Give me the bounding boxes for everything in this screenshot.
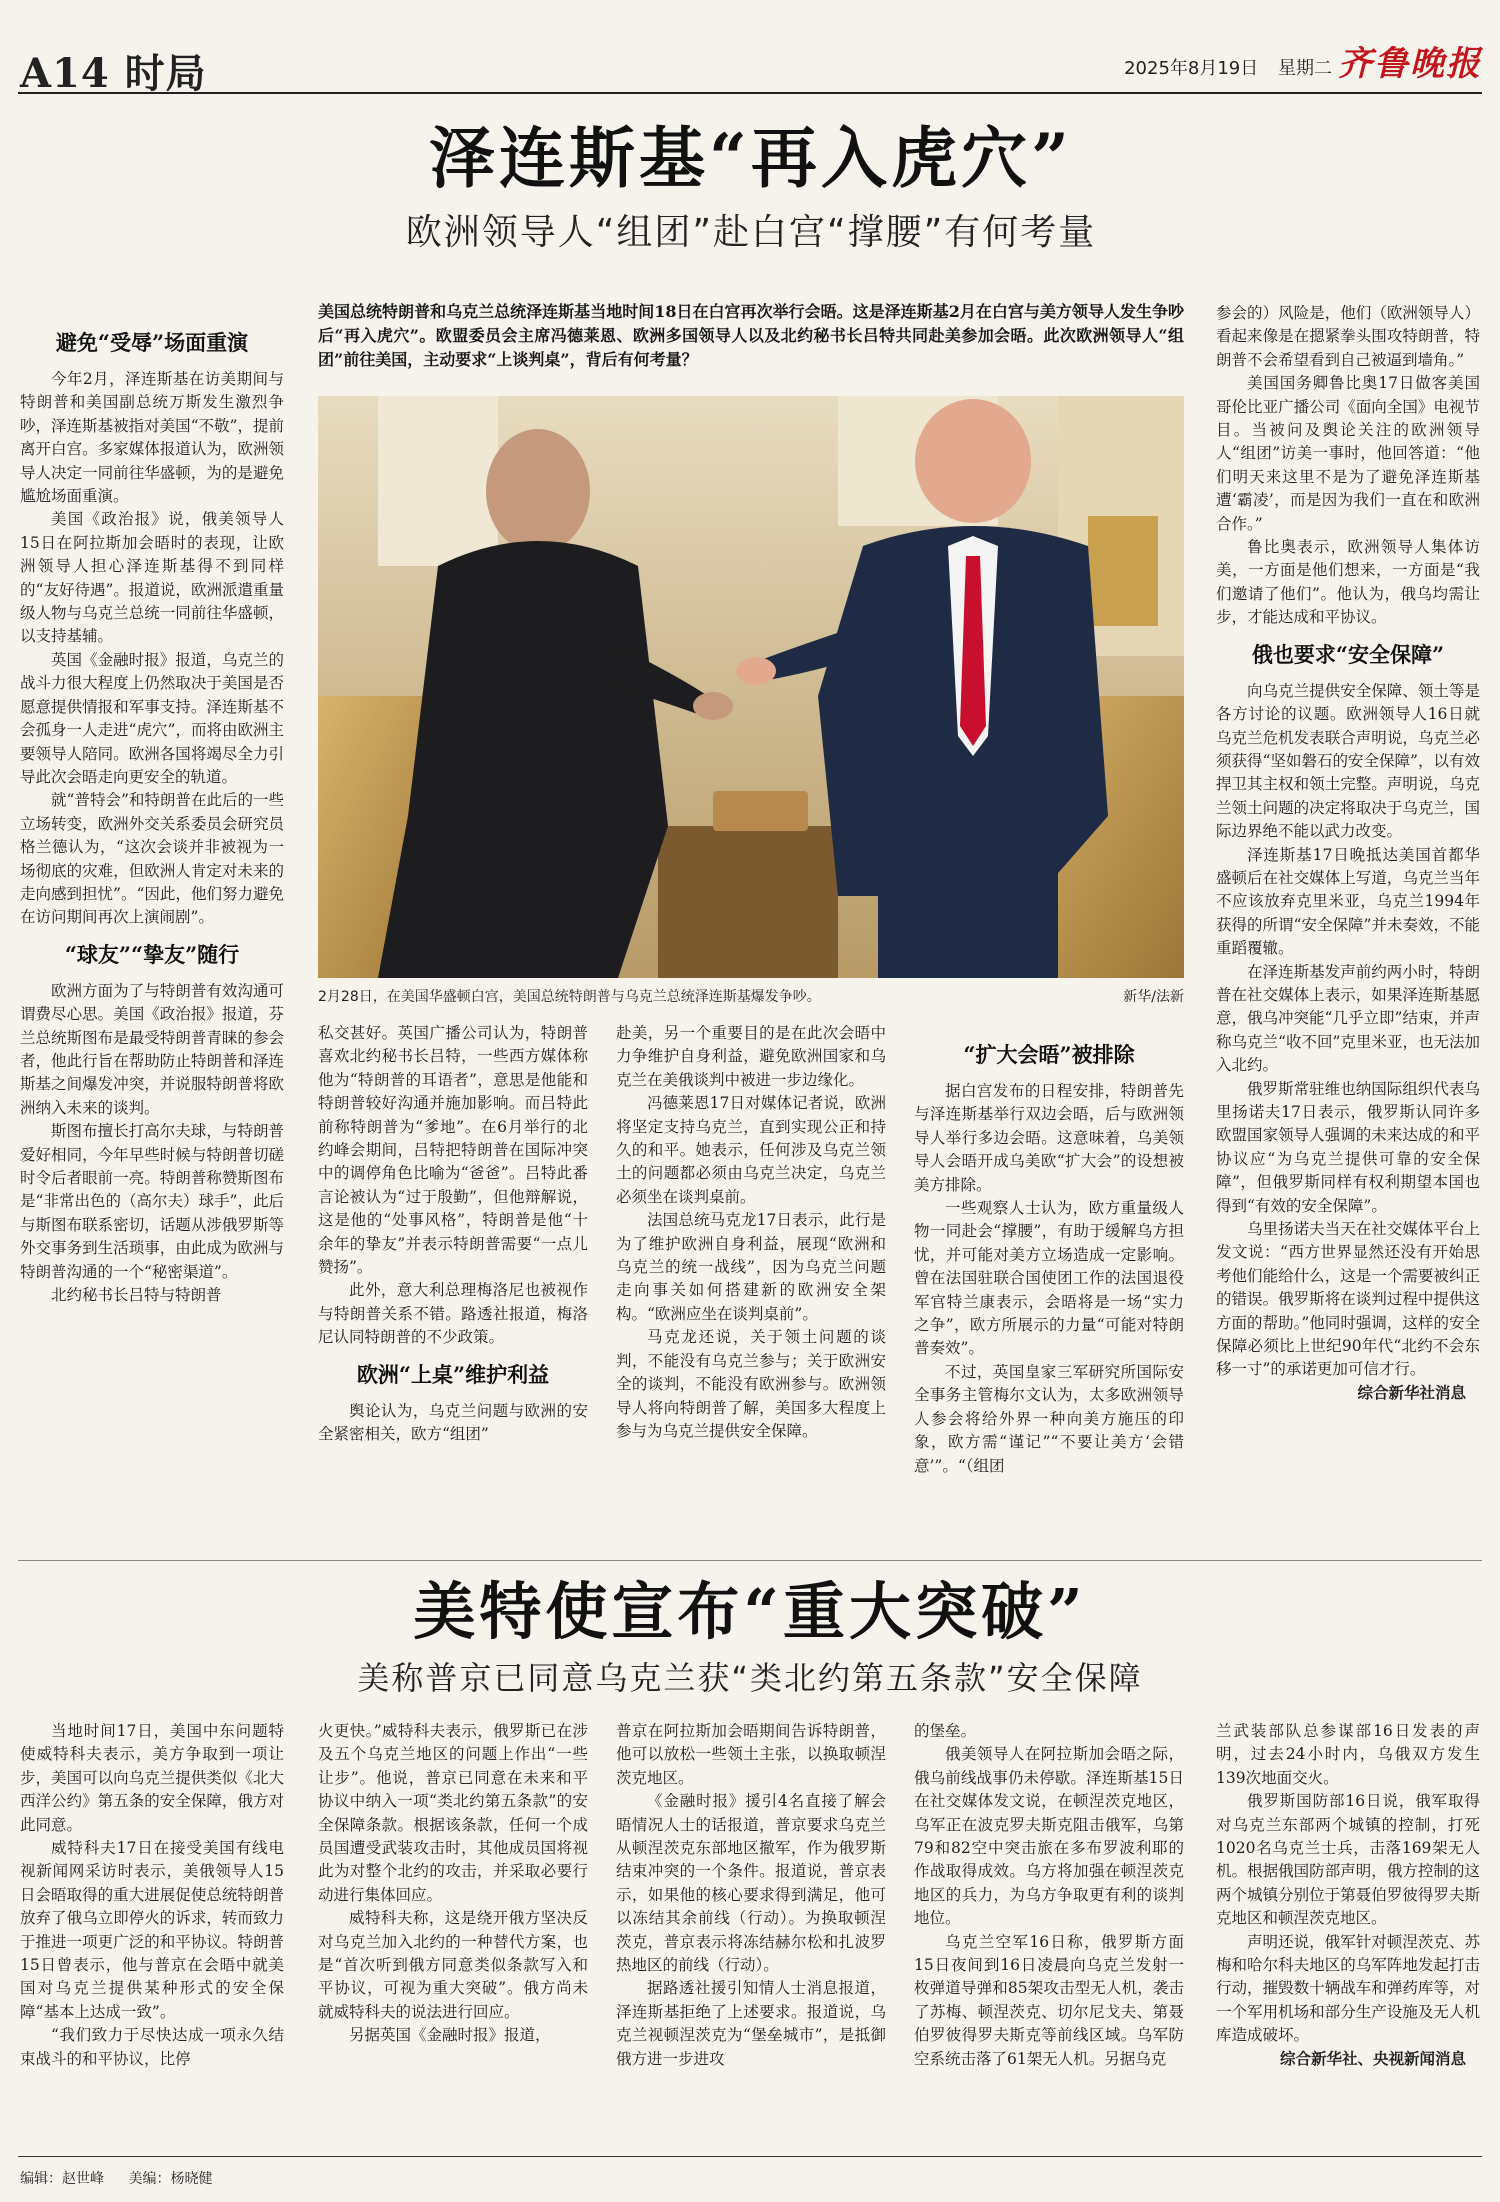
paragraph: 今年2月，泽连斯基在访美期间与特朗普和美国副总统万斯发生激烈争吵，泽连斯基被指对美国“不敬”，提前离开白宫。多家媒体报道认为，欧洲领导人决定一同前往华盛顿，为的是避免尴尬场面重演。: [20, 370, 284, 506]
story1-column-4: [914, 1030, 1184, 1546]
story2-column-2: [318, 1720, 588, 2140]
paragraph: 俄美领导人在阿拉斯加会晤之际，俄乌前线战事仍未停歇。泽连斯基15日在社交媒体发文说，在顿涅茨克地区，乌军正在波克罗夫斯克阻击俄军，乌第79和82空中突击旅在多布罗波利耶的作战取得成效。乌方将加强在顿涅茨克地区的兵力，为乌方争取更有利的谈判地位。: [914, 1745, 1184, 1928]
story1-subhead-5: 俄也要求“安全保障”: [1251, 641, 1445, 667]
paragraph: 向乌克兰提供安全保障、领土等是各方讨论的议题。欧洲领导人16日就乌克兰危机发表联合声明说，乌克兰必须获得“坚如磐石的安全保障”，以有效捍卫其主权和领土完整。声明说，乌克兰领土问题的决定将取决于乌克兰，国际边界绝不能以武力改变。: [1216, 681, 1480, 841]
footer-rule: [18, 2156, 1482, 2157]
story1-column-2: [318, 1022, 588, 1546]
page-footer: [20, 2168, 232, 2188]
paragraph: 欧洲方面为了与特朗普有效沟通可谓费尽心思。美国《政治报》报道，芬兰总统斯图布是最受特朗普青睐的参会者，他此行旨在帮助防止特朗普和泽连斯基之间爆发冲突，并说服特朗普将欧洲纳入未来的谈判。: [20, 981, 284, 1117]
page-number: A14 时局: [20, 50, 207, 97]
paragraph: 威特科夫17日在接受美国有线电视新闻网采访时表示，美俄领导人15日会晤取得的重大进展促使总统特朗普放弃了俄乌立即停火的诉求，转而致力于推进一项更广泛的和平协议。特朗普15日曾表示，他与普京在会晤中就美国对乌克兰提供某种形式的安全保障“基本上达成一致”。: [20, 1839, 284, 2021]
paragraph: 不过，英国皇家三军研究所国际安全事务主管梅尔文认为，太多欧洲领导人参会将给外界一种向美方施压的印象，欧方需“谨记”“不要让美方‘会错意’”。“（组团: [914, 1362, 1184, 1475]
story2-headline: 美特使宣布“重大突破”: [413, 1575, 1087, 1648]
editor-credit: 编辑：赵世峰: [20, 2171, 104, 2187]
paragraph: 乌克兰空军16日称，俄罗斯方面15日夜间到16日凌晨向乌克兰发射一枚弹道导弹和85架攻击型无人机，袭击了苏梅、顿涅茨克、切尔尼戈夫、第聂伯罗彼得罗夫斯克等前线区域。乌军防空系统击落了61架无人机。另据乌克: [914, 1932, 1184, 2068]
paragraph: 兰武装部队总参谋部16日发表的声明，过去24小时内，乌俄双方发生139次地面交火。: [1216, 1722, 1480, 1787]
story1-subhead-3: 欧洲“上桌”维护利益: [356, 1361, 550, 1387]
paragraph: 一些观察人士认为，欧方重量级人物一同赴会“撑腰”，有助于缓解乌方担忧，并可能对美方立场造成一定影响。曾在法国驻联合国使团工作的法国退役军官特兰康表示，会晤将是一场“实力之争”，欧方所展示的力量“可能对特朗普奏效”。: [914, 1199, 1184, 1358]
paragraph: 声明还说，俄军针对顿涅茨克、苏梅和哈尔科夫地区的乌军阵地发起打击行动，摧毁数十辆战车和弹药库等，对一个军用机场和部分生产设施及无人机库造成破坏。: [1216, 1932, 1480, 2045]
paragraph: 俄罗斯国防部16日说，俄军取得对乌克兰东部两个城镇的控制，打死1020名乌克兰士兵，击落169架无人机。根据俄国防部声明，俄方控制的这两个城镇分别位于第聂伯罗彼得罗夫斯克地区和顿涅茨克地区。: [1216, 1792, 1480, 1928]
paragraph: 另据英国《金融时报》报道，: [349, 2026, 551, 2045]
paragraph: 就“普特会”和特朗普在此后的一些立场转变，欧洲外交关系委员会研究员格兰德认为，“这次会谈并非被视为一场彻底的灾难，但欧洲人肯定对未来的走向感到担忧”。“因此，他们努力避免在访问期间再次上演闹剧”。: [20, 791, 284, 927]
story2-column-5: [1216, 1720, 1480, 2140]
paragraph: 私交甚好。英国广播公司认为，特朗普喜欢北约秘书长吕特，一些西方媒体称他为“特朗普的耳语者”，意思是他能和特朗普较好沟通并施加影响。而吕特此前称特朗普为“爹地”。在6月举行的北约峰会期间，吕特把特朗普在国际冲突中的调停角色比喻为“爸爸”。吕特此番言论被认为“过于殷勤”，但他辩解说，这是他的“处事风格”，特朗普是他“十余年的挚友”并表示特朗普需要“一点儿赞扬”。: [318, 1024, 588, 1277]
paragraph: 据路透社援引知情人士消息报道，泽连斯基拒绝了上述要求。报道说，乌克兰视顿涅茨克为“堡垒城市”，是抵御俄方进一步进攻: [616, 1979, 886, 2068]
weekday: 星期二: [1278, 58, 1332, 79]
story1-subheadline: 欧洲领导人“组团”赴白宫“撑腰”有何考量: [405, 212, 1097, 253]
paragraph: 俄罗斯常驻维也纳国际组织代表乌里扬诺夫17日表示，俄罗斯认同许多欧盟国家领导人强调的未来达成的和平协议应“为乌克兰提供可靠的安全保障”，但俄罗斯同样有权利期望本国也得到“有效的安全保障”。: [1216, 1079, 1480, 1215]
paragraph: 据白宫发布的日程安排，特朗普先与泽连斯基举行双边会晤，后与欧洲领导人举行多边会晤。这意味着，乌美领导人会晤开成乌美欧“扩大会”的设想被美方排除。: [914, 1082, 1184, 1194]
story2-subheadline: 美称普京已同意乌克兰获“类北约第五条款”安全保障: [357, 1659, 1143, 1697]
story1-byline: 综合新华社消息: [1357, 1383, 1466, 1402]
paragraph: 马克龙还说，关于领土问题的谈判，不能没有乌克兰参与；关于欧洲安全的谈判，不能没有欧洲参与。欧洲领导人将向特朗普了解，美国多大程度上参与为乌克兰提供安全保障。: [616, 1328, 886, 1440]
story2-column-4: [914, 1720, 1184, 2140]
story1-lead: 美国总统特朗普和乌克兰总统泽连斯基当地时间18日在白宫再次举行会晤。这是泽连斯基2月在白宫与美方领导人发生争吵后“再入虎穴”。欧盟委员会主席冯德莱恩、欧洲多国领导人以及北约秘书长吕特共同赴美参加会晤。此次欧洲领导人“组团”前往美国，主动要求“上谈判桌”，背后有何考量？: [318, 302, 1184, 369]
paragraph: 当地时间17日，美国中东问题特使威特科夫表示，美方争取到一项让步，美国可以向乌克兰提供类似《北大西洋公约》第五条的安全保障，俄方对此同意。: [20, 1722, 284, 1834]
paragraph: 冯德莱恩17日对媒体记者说，欧洲将坚定支持乌克兰，直到实现公正和持久的和平。她表示，任何涉及乌克兰领土的问题都必须由乌克兰决定，乌克兰必须坐在谈判桌前。: [616, 1094, 886, 1206]
paragraph: 普京在阿拉斯加会晤期间告诉特朗普，他可以放松一些领土主张，以换取顿涅茨克地区。: [616, 1722, 886, 1787]
paragraph: 美国国务卿鲁比奥17日做客美国哥伦比亚广播公司《面向全国》电视节目。当被问及舆论关注的欧洲领导人“组团”访美一事时，他回答道：“他们明天来这里不是为了避免泽连斯基遭‘霸凌’，而是因为我们一直在和欧洲合作。”: [1216, 374, 1480, 533]
paragraph: 赴美，另一个重要目的是在此次会晤中力争维护自身利益，避免欧洲国家和乌克兰在美俄谈判中被进一步边缘化。: [616, 1024, 886, 1089]
paragraph: 英国《金融时报》报道，乌克兰的战斗力很大程度上仍然取决于美国是否愿意提供情报和军事支持。泽连斯基不会孤身一人走进“虎穴”，而将由欧洲主要领导人陪同。欧洲各国将竭尽全力引导此次会晤走向更安全的轨道。: [20, 650, 284, 786]
story1-headline: 泽连斯基“再入虎穴”: [429, 119, 1073, 197]
paragraph: 泽连斯基17日晚抵达美国首都华盛顿后在社交媒体上写道，乌克兰当年不应该放弃克里米亚，乌克兰1994年获得的所谓“安全保障”并未奏效，不能重蹈覆辙。: [1216, 845, 1480, 958]
date-line: [1110, 54, 1332, 80]
caption-text: 2月28日，在美国华盛顿白宫，美国总统特朗普与乌克兰总统泽连斯基爆发争吵。: [318, 989, 821, 1005]
masthead: [18, 30, 1482, 97]
paragraph: 舆论认为，乌克兰问题与欧洲的安全紧密相关，欧方“组团”: [318, 1401, 588, 1444]
paragraph: “我们致力于尽快达成一项永久结束战斗的和平协议，比停: [20, 2026, 284, 2068]
story2-column-1: [20, 1720, 284, 2140]
paragraph: 乌里扬诺夫当天在社交媒体平台上发文说：“西方世界显然还没有开始思考他们能给什么，这是一个需要被纠正的错误。俄罗斯将在谈判过程中提供这方面的帮助。”他同时强调，这样的安全保障必须比上世纪90年代“北约不会东移一寸”的承诺更加可信才行。: [1216, 1220, 1480, 1379]
paragraph: 法国总统马克龙17日表示，此行是为了维护欧洲自身利益，展现“欧洲和乌克兰的统一战线”，因为乌克兰问题走向事关如何搭建新的欧洲安全架构。“欧洲应坐在谈判桌前”。: [616, 1211, 886, 1323]
story1-photo: [318, 396, 1184, 978]
designer-credit: 美编：杨晓健: [128, 2171, 213, 2187]
story1-subhead-1: 避免“受辱”场面重演: [55, 330, 249, 355]
section-divider: [18, 1560, 1482, 1561]
date: 2025年8月19日: [1124, 58, 1259, 79]
paragraph: 参会的）风险是，他们（欧洲领导人）看起来像是在摁紧拳头围攻特朗普，特朗普不会希望看到自己被逼到墙角。”: [1216, 304, 1480, 369]
paragraph: 《金融时报》援引4名直接了解会晤情况人士的话报道，普京要求乌克兰从顿涅茨克东部地区撤军，作为俄罗斯结束冲突的一个条件。报道说，普京表示，如果他的核心要求得到满足，他可以冻结其余前线（行动）。为换取顿涅茨克，普京表示将冻结赫尔松和扎波罗热地区的前线（行动）。: [616, 1792, 886, 1975]
story1-column-3: [616, 1022, 886, 1546]
photo-credit: 新华/法新: [1123, 989, 1184, 1005]
story2-byline: 综合新华社、央视新闻消息: [1279, 2049, 1466, 2068]
story1-column-5: [1216, 302, 1480, 1548]
photo-caption: [318, 986, 1184, 1006]
paragraph: 威特科夫称，这是绕开俄方坚决反对乌克兰加入北约的一种替代方案，也是“首次听到俄方同意类似条款写入和平协议，可视为重大突破”。俄方尚未就威特科夫的说法进行回应。: [318, 1909, 588, 2021]
paragraph: 的堡垒。: [914, 1722, 977, 1740]
paragraph: 火更快。”威特科夫表示，俄罗斯已在涉及五个乌克兰地区的问题上作出“一些让步”。他说，普京已同意在未来和平协议中纳入一项“类北约第五条款”的安全保障条款。根据该条款，任何一个成员国遭受武装攻击时，其他成员国将视此为对整个北约的攻击，并采取必要行动进行集体回应。: [318, 1722, 588, 1904]
oval-office-photo-illustration: [318, 396, 1184, 978]
paragraph: 此外，意大利总理梅洛尼也被视作与特朗普关系不错。路透社报道，梅洛尼认同特朗普的不少政策。: [318, 1281, 588, 1347]
story1-column-1: [20, 318, 284, 1546]
paragraph: 斯图布擅长打高尔夫球，与特朗普爱好相同，今年早些时候与特朗普切磋时令后者眼前一亮。特朗普称赞斯图布是“非常出色的（高尔夫）球手”，此后与斯图布联系密切，话题从涉俄罗斯等外交事务到生活琐事，由此成为欧洲与特朗普沟通的一个“秘密渠道”。: [20, 1122, 284, 1281]
story1-subhead-4: “扩大会晤”被排除: [963, 1042, 1135, 1067]
paragraph: 在泽连斯基发声前约两小时，特朗普在社交媒体上表示，如果泽连斯基愿意，俄乌冲突能“几乎立即”结束，并声称乌克兰“收不回”克里米亚，也无法加入北约。: [1216, 962, 1480, 1075]
paragraph: 北约秘书长吕特与特朗普: [51, 1286, 222, 1305]
story1-subhead-2: “球友”“挚友”随行: [64, 941, 240, 967]
story2-column-3: [616, 1720, 886, 2140]
newspaper-brand: 齐鲁晚报: [1338, 44, 1482, 84]
paragraph: 鲁比奥表示，欧洲领导人集体访美，一方面是他们想来，一方面是“我们邀请了他们”。他认为，俄乌均需让步，才能达成和平协议。: [1216, 538, 1480, 627]
paragraph: 美国《政治报》说，俄美领导人15日在阿拉斯加会晤时的表现，让欧洲领导人担心泽连斯基得不到同样的“友好待遇”。报道说，欧洲派遣重量级人物与乌克兰总统一同前往华盛顿，以支持基辅。: [20, 510, 284, 646]
